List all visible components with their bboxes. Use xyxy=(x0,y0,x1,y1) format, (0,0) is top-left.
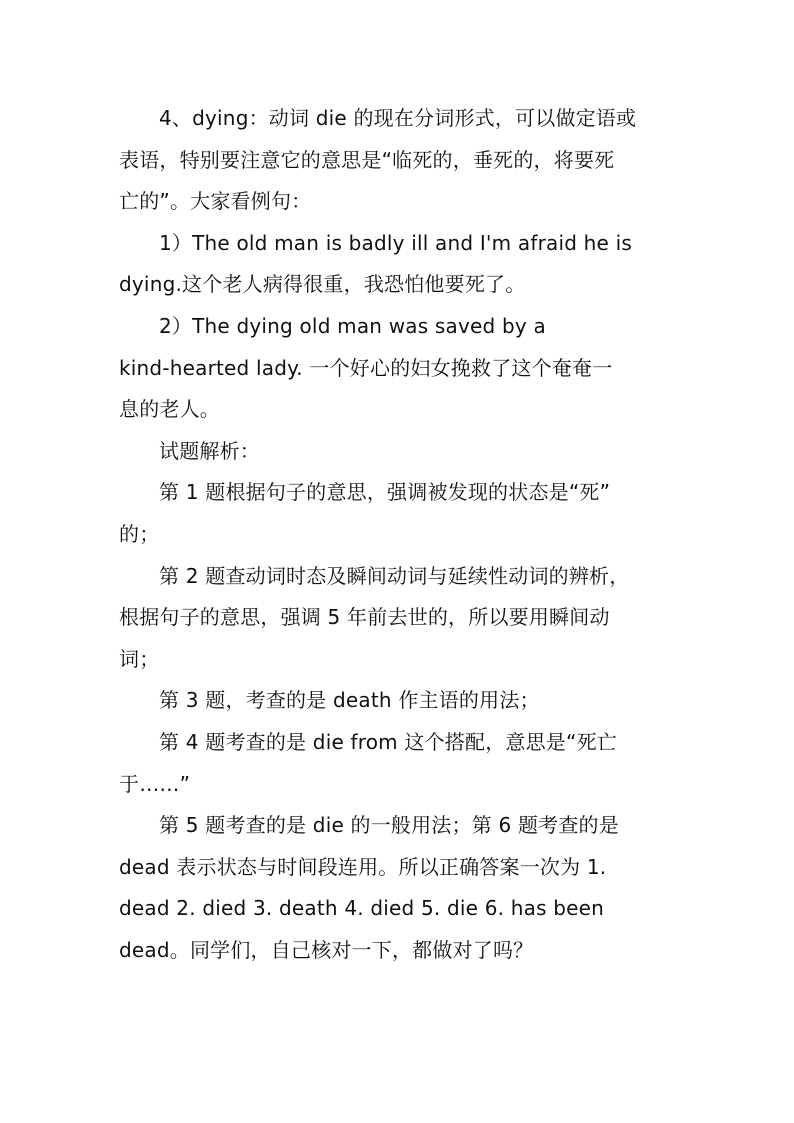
text-line-12: 第 2 题查动词时态及瞬间动词与延续性动词的辨析， xyxy=(159,563,630,588)
text-line-16: 第 4 题考查的是 die from 这个搭配，意思是“死亡 xyxy=(159,729,617,754)
text-line-20: dead 2. died 3. death 4. died 5. die 6. has been xyxy=(119,896,605,921)
text-line-13: 根据句子的意思，强调 5 年前去世的，所以要用瞬间动 xyxy=(119,605,610,630)
document-body xyxy=(119,98,694,971)
text-line-17: 于……” xyxy=(119,771,191,796)
text-line-8: 息的老人。 xyxy=(119,397,220,422)
text-line-5: dying.这个老人病得很重，我恐怕他要死了。 xyxy=(119,272,526,297)
text-line-9: 试题解析： xyxy=(159,438,260,463)
text-line-7: kind-hearted lady. 一个好心的妇女挽救了这个奄奄一 xyxy=(119,355,613,380)
text-line-11: 的； xyxy=(119,521,160,546)
text-line-1: 4、dying：动词 die 的现在分词形式，可以做定语或 xyxy=(159,106,637,130)
text-line-14: 词； xyxy=(119,646,160,671)
text-line-15: 第 3 题，考查的是 death 作主语的用法； xyxy=(159,688,540,713)
text-line-21: dead。同学们，自己核对一下，都做对了吗？ xyxy=(119,937,534,962)
text-line-10: 第 1 题根据句子的意思，强调被发现的状态是“死” xyxy=(159,480,611,505)
text-line-2: 表语，特别要注意它的意思是“临死的，垂死的，将要死 xyxy=(119,147,615,172)
text-line-6: 2）The dying old man was saved by a xyxy=(159,313,546,338)
text-line-3: 亡的”。大家看例句： xyxy=(119,189,312,214)
text-line-4: 1）The old man is badly ill and I'm afraid he is xyxy=(159,230,632,255)
text-line-18: 第 5 题考查的是 die 的一般用法；第 6 题考查的是 xyxy=(159,813,619,838)
text-line-19: dead 表示状态与时间段连用。所以正确答案一次为 1. xyxy=(119,854,607,879)
